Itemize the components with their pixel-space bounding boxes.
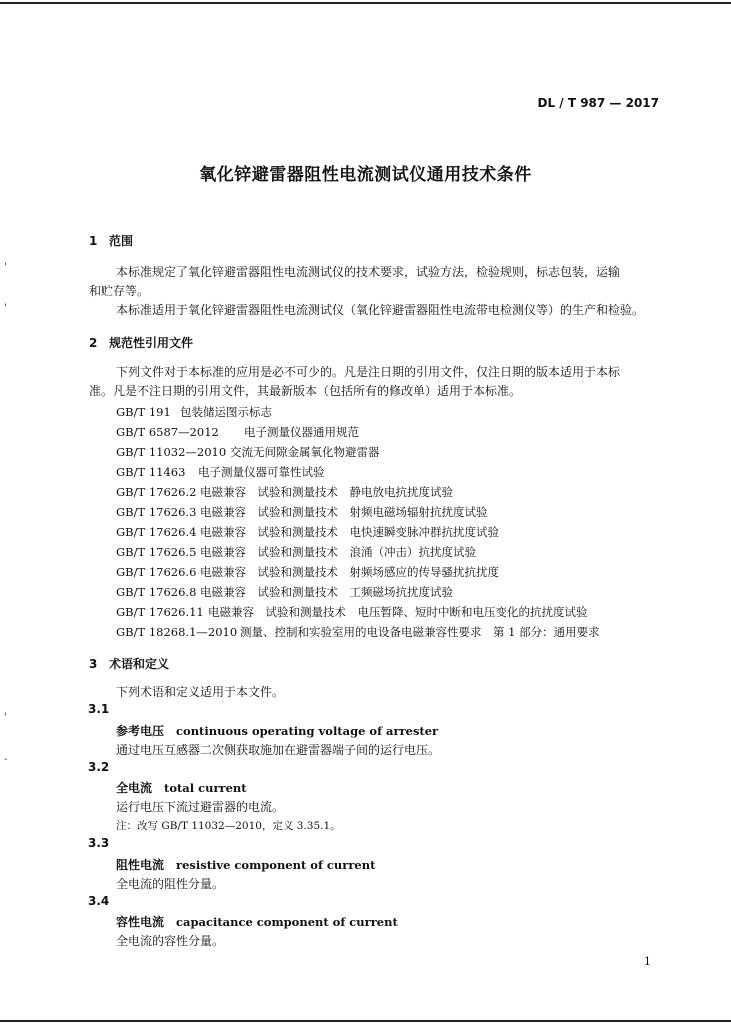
term-number: 3.1 (88, 702, 110, 716)
reference-item (116, 444, 380, 460)
reference-code: GB/T 11032—2010 (116, 445, 227, 459)
reference-item (116, 524, 499, 540)
term-definition: 全电流的容性分量。 (116, 934, 225, 948)
reference-title: 电子测量仪器通用规范 (244, 425, 359, 439)
term-number: 3.4 (88, 894, 110, 908)
scan-speck: ' (4, 712, 7, 723)
reference-title: 电磁兼容 试验和测量技术 静电放电抗扰度试验 (200, 485, 453, 499)
term-en: total current (164, 781, 247, 795)
normative-intro-line: 准。凡是不注日期的引用文件，其最新版本（包括所有的修改单）适用于本标准。 (89, 384, 522, 398)
scan-speck: ' (4, 262, 7, 273)
top-scan-border (0, 2, 731, 4)
term-heading (116, 779, 247, 796)
reference-code: GB/T 6587—2012 (116, 425, 219, 439)
scope-paragraph: 本标准适用于氧化锌避雷器阻性电流测试仪（氧化锌避雷器阻性电流带电检测仪等）的生产和检验。 (116, 303, 645, 317)
reference-item (116, 544, 476, 560)
section-number: 2 (89, 336, 98, 350)
section-title: 规范性引用文件 (109, 336, 194, 350)
reference-code: GB/T 17626.6 (116, 565, 197, 579)
term-zh: 容性电流 (116, 915, 165, 929)
term-en: continuous operating voltage of arrester (176, 724, 439, 738)
term-en: resistive component of current (176, 858, 376, 872)
reference-item (116, 504, 488, 520)
term-definition: 全电流的阻性分量。 (116, 877, 225, 891)
standard-number: DL / T 987 — 2017 (537, 96, 659, 110)
reference-title: 电磁兼容 试验和测量技术 射频电磁场辐射抗扰度试验 (200, 505, 488, 519)
reference-item (116, 404, 272, 420)
term-heading (116, 913, 398, 930)
section-number: 1 (89, 234, 98, 248)
reference-code: GB/T 11463 (116, 465, 186, 479)
term-zh: 参考电压 (116, 724, 165, 738)
reference-code: GB/T 17626.11 (116, 605, 204, 619)
reference-title: 交流无间隙金属氧化物避雷器 (230, 445, 380, 459)
section-title: 术语和定义 (109, 657, 170, 671)
reference-code: GB/T 17626.2 (116, 485, 197, 499)
reference-title: 电磁兼容 试验和测量技术 射频场感应的传导骚扰抗扰度 (200, 565, 499, 579)
scan-speck: ' (4, 303, 7, 314)
reference-title: 测量、控制和实验室用的电设备电磁兼容性要求 第 1 部分：通用要求 (240, 625, 600, 639)
term-heading (116, 722, 438, 739)
section-heading-normative-references (89, 334, 193, 351)
reference-item (116, 464, 325, 480)
reference-item (116, 564, 499, 580)
reference-code: GB/T 17626.4 (116, 525, 197, 539)
reference-title: 电子测量仪器可靠性试验 (198, 465, 325, 479)
reference-title: 电磁兼容 试验和测量技术 电快速瞬变脉冲群抗扰度试验 (200, 525, 499, 539)
term-zh: 全电流 (116, 781, 153, 795)
section-heading-scope (89, 232, 133, 249)
reference-title: 电磁兼容 试验和测量技术 工频磁场抗扰度试验 (200, 585, 453, 599)
reference-title: 电磁兼容 试验和测量技术 浪涌（冲击）抗扰度试验 (200, 545, 476, 559)
scope-paragraph-line: 和贮存等。 (89, 284, 150, 298)
reference-item (116, 484, 453, 500)
reference-item (116, 624, 600, 640)
section-title: 范围 (109, 234, 134, 248)
terms-intro: 下列术语和定义适用于本文件。 (116, 685, 285, 699)
reference-title: 包装储运图示标志 (180, 405, 272, 419)
section-number: 3 (89, 657, 98, 671)
term-note: 注：改写 GB/T 11032—2010，定义 3.35.1。 (116, 820, 341, 832)
page-number: 1 (644, 955, 651, 968)
term-number: 3.2 (88, 760, 110, 774)
normative-intro-line: 下列文件对于本标准的应用是必不可少的。凡是注日期的引用文件，仅注日期的版本适用于本标 (116, 365, 621, 379)
scan-speck: - (4, 754, 8, 765)
term-definition: 通过电压互感器二次侧获取施加在避雷器端子间的运行电压。 (116, 743, 441, 757)
term-number: 3.3 (88, 836, 110, 850)
reference-code: GB/T 17626.8 (116, 585, 197, 599)
reference-code: GB/T 17626.3 (116, 505, 197, 519)
reference-code: GB/T 191 (116, 405, 171, 419)
reference-item (116, 604, 588, 620)
reference-item (116, 424, 359, 440)
reference-code: GB/T 18268.1—2010 (116, 625, 238, 639)
term-definition: 运行电压下流过避雷器的电流。 (116, 800, 285, 814)
reference-title: 电磁兼容 试验和测量技术 电压暂降、短时中断和电压变化的抗扰度试验 (208, 605, 588, 619)
term-en: capacitance component of current (176, 915, 398, 929)
document-title: 氧化锌避雷器阻性电流测试仪通用技术条件 (199, 165, 532, 185)
section-heading-terms (89, 655, 169, 672)
term-heading (116, 856, 375, 873)
scope-paragraph-line: 本标准规定了氧化锌避雷器阻性电流测试仪的技术要求，试验方法，检验规则，标志包装，运输 (116, 265, 621, 279)
reference-item (116, 584, 453, 600)
reference-code: GB/T 17626.5 (116, 545, 197, 559)
bottom-scan-border (0, 1020, 731, 1022)
term-zh: 阻性电流 (116, 858, 165, 872)
